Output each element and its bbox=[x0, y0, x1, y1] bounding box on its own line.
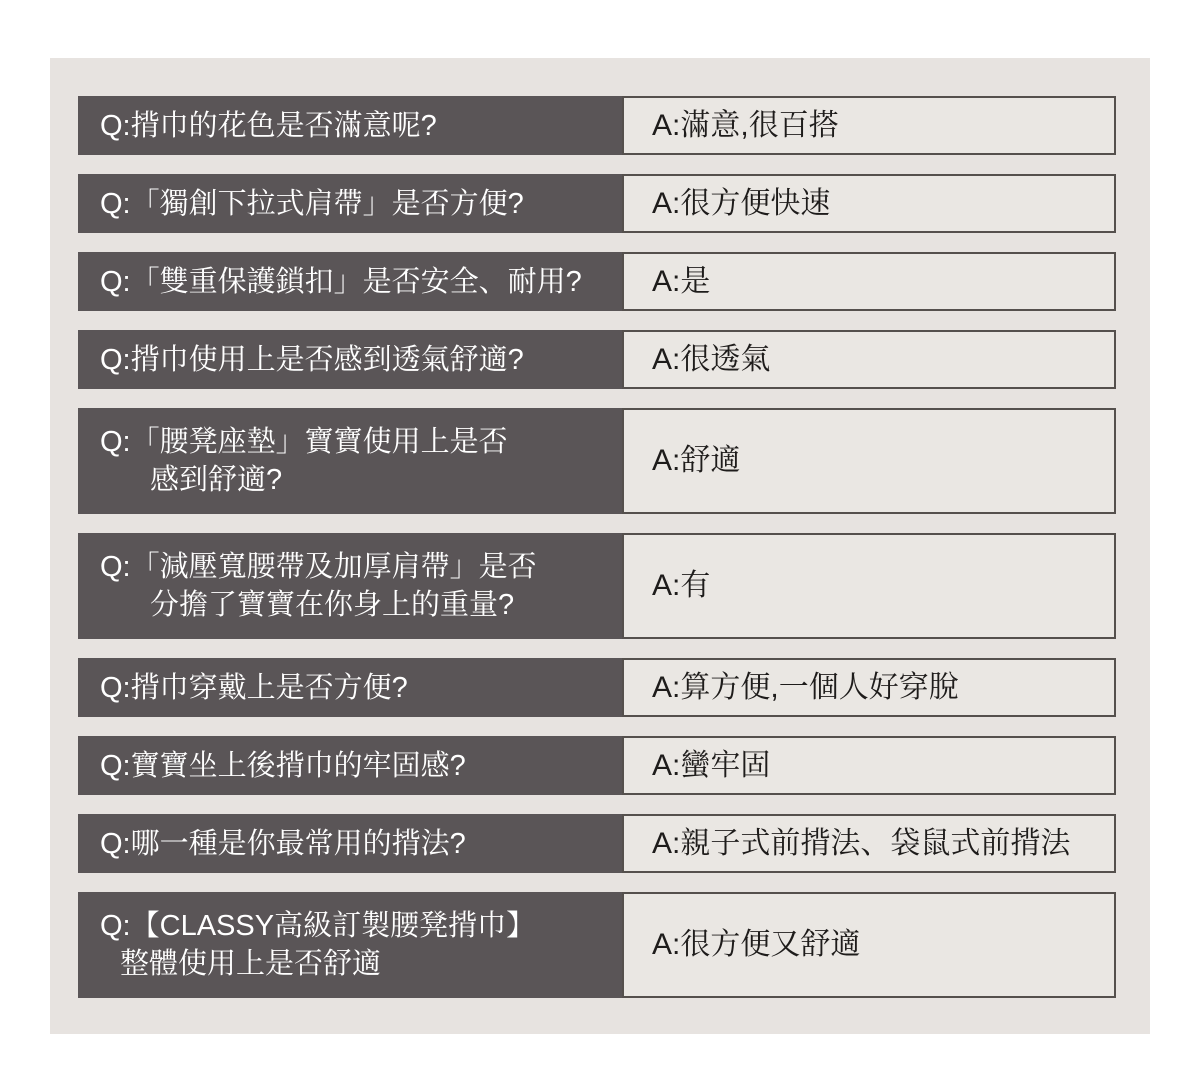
answer-box bbox=[622, 174, 1116, 233]
answer-text: 是 bbox=[680, 264, 711, 298]
question-box bbox=[78, 533, 622, 639]
question-line bbox=[100, 423, 622, 461]
qa-row bbox=[78, 533, 1150, 639]
question-prefix: Q: bbox=[100, 551, 131, 583]
question-box bbox=[78, 330, 622, 389]
answer-box bbox=[622, 252, 1116, 311]
question-line bbox=[100, 669, 622, 707]
question-prefix: Q: bbox=[100, 910, 131, 942]
question-text: 揹巾的花色是否滿意呢? bbox=[130, 109, 437, 142]
answer-prefix: A: bbox=[652, 569, 681, 602]
question-line bbox=[100, 548, 622, 586]
question-box bbox=[78, 814, 622, 873]
question-prefix: Q: bbox=[100, 426, 131, 458]
qa-card bbox=[50, 58, 1150, 1034]
answer-text: 很方便又舒適 bbox=[680, 928, 861, 961]
answer-line bbox=[652, 926, 860, 964]
question-line bbox=[100, 263, 622, 301]
question-line bbox=[100, 747, 622, 785]
question-line2: 分擔了寶寶在你身上的重量? bbox=[150, 589, 515, 621]
answer-prefix: A: bbox=[652, 928, 681, 961]
answer-text: 滿意,很百搭 bbox=[680, 108, 839, 142]
question-text: 「腰凳座墊」寶寶使用上是否 bbox=[130, 426, 508, 458]
question-line bbox=[100, 185, 622, 223]
question-text: 「減壓寬腰帶及加厚肩帶」是否 bbox=[130, 551, 537, 583]
answer-box bbox=[622, 408, 1116, 514]
question-prefix: Q: bbox=[100, 749, 131, 782]
answer-prefix: A: bbox=[652, 670, 681, 704]
answer-box bbox=[622, 814, 1116, 873]
qa-row bbox=[78, 408, 1150, 514]
question-prefix: Q: bbox=[100, 671, 131, 704]
qa-row bbox=[78, 96, 1150, 155]
question-prefix: Q: bbox=[100, 343, 131, 376]
question-line bbox=[100, 825, 622, 863]
answer-text: 很方便快速 bbox=[680, 186, 831, 220]
question-line bbox=[100, 907, 622, 945]
answer-prefix: A: bbox=[652, 444, 681, 477]
question-prefix: Q: bbox=[100, 265, 131, 298]
answer-box bbox=[622, 96, 1116, 155]
answer-text: 有 bbox=[680, 569, 711, 602]
answer-box bbox=[622, 533, 1116, 639]
qa-row bbox=[78, 658, 1150, 717]
question-box bbox=[78, 252, 622, 311]
question-box bbox=[78, 736, 622, 795]
question-prefix: Q: bbox=[100, 109, 131, 142]
answer-text: 算方便,一個人好穿脫 bbox=[680, 670, 959, 704]
question-text: 「獨創下拉式肩帶」是否方便? bbox=[130, 187, 524, 220]
answer-box bbox=[622, 736, 1116, 795]
question-line bbox=[100, 341, 622, 379]
question-text: 哪一種是你最常用的揹法? bbox=[130, 827, 466, 860]
question-prefix: Q: bbox=[100, 827, 131, 860]
qa-row bbox=[78, 736, 1150, 795]
answer-line bbox=[652, 185, 830, 223]
answer-prefix: A: bbox=[652, 186, 681, 220]
answer-box bbox=[622, 330, 1116, 389]
question-line bbox=[100, 107, 622, 145]
question-box bbox=[78, 174, 622, 233]
answer-line bbox=[652, 747, 770, 785]
question-text: 揹巾使用上是否感到透氣舒適? bbox=[130, 343, 524, 376]
question-line2: 整體使用上是否舒適 bbox=[120, 948, 382, 980]
answer-line bbox=[652, 341, 770, 379]
qa-row bbox=[78, 814, 1150, 873]
qa-row bbox=[78, 174, 1150, 233]
answer-prefix: A: bbox=[652, 264, 681, 298]
answer-line bbox=[652, 263, 710, 301]
answer-text: 很透氣 bbox=[680, 342, 771, 376]
answer-prefix: A: bbox=[652, 748, 681, 782]
answer-line bbox=[652, 669, 959, 707]
question-text: 【CLASSY高級訂製腰凳揹巾】 bbox=[130, 910, 536, 942]
answer-box bbox=[622, 892, 1116, 998]
answer-line bbox=[652, 442, 740, 480]
answer-box bbox=[622, 658, 1116, 717]
answer-text: 舒適 bbox=[680, 444, 741, 477]
question-box bbox=[78, 96, 622, 155]
qa-row bbox=[78, 330, 1150, 389]
question-text: 寶寶坐上後揹巾的牢固感? bbox=[130, 749, 466, 782]
answer-line bbox=[652, 825, 1070, 863]
answer-prefix: A: bbox=[652, 108, 681, 142]
question-text: 揹巾穿戴上是否方便? bbox=[130, 671, 408, 704]
question-text: 「雙重保護鎖扣」是否安全、耐用? bbox=[130, 265, 582, 298]
question-box bbox=[78, 892, 622, 998]
question-line2: 感到舒適? bbox=[150, 464, 283, 496]
answer-text: 蠻牢固 bbox=[680, 748, 771, 782]
question-box bbox=[78, 658, 622, 717]
answer-prefix: A: bbox=[652, 826, 681, 860]
answer-line bbox=[652, 567, 710, 605]
answer-prefix: A: bbox=[652, 342, 681, 376]
answer-text: 親子式前揹法、袋鼠式前揹法 bbox=[680, 826, 1071, 860]
qa-row bbox=[78, 892, 1150, 998]
answer-line bbox=[652, 107, 839, 145]
qa-row bbox=[78, 252, 1150, 311]
question-box bbox=[78, 408, 622, 514]
question-prefix: Q: bbox=[100, 187, 131, 220]
